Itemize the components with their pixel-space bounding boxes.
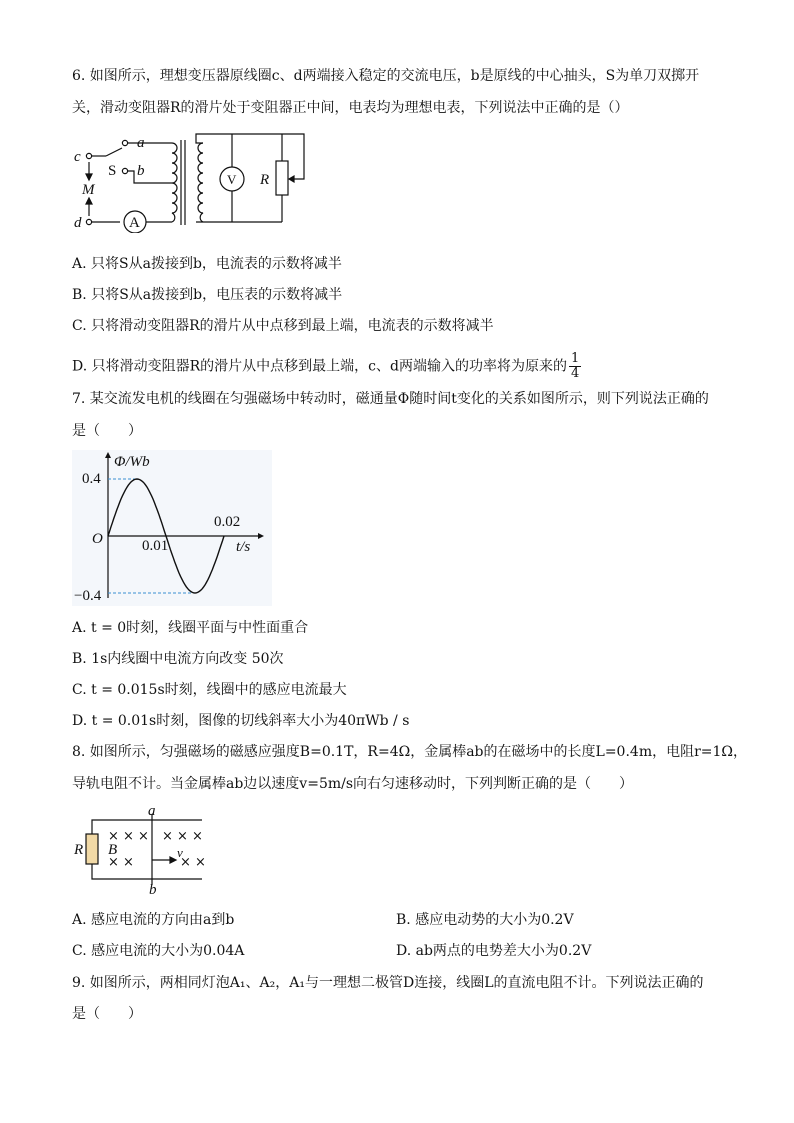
q6-option-d-text: D. 只将滑动变阻器R的滑片从中点移到最上端，c、d两端输入的功率将为原来的 [72,358,567,375]
field-label: B [108,842,118,858]
ammeter-label: A [129,215,140,231]
label-S: S [108,163,117,179]
resistor-label: R [74,842,84,858]
voltmeter-label: V [227,172,237,187]
q6-option-b: B. 只将S从a拨接到b，电压表的示数将减半 [72,287,343,303]
svg-text:× ×: × × [180,855,206,870]
q6-stem-line1: 6. 如图所示，理想变压器原线圈c、d两端接入稳定的交流电压，b是原线的中心抽头，S为单刀双掷开 [72,68,700,84]
label-c: c [74,149,81,165]
q8-option-b: B. 感应电动势的大小为0.2V [396,912,574,928]
q8-option-c: C. 感应电流的大小为0.04A [72,943,245,959]
rod-end-a: a [148,804,156,819]
q8-stem-line1: 8. 如图所示，匀强磁场的磁感应强度B=0.1T，R=4Ω，金属棒ab的在磁场中的长度L=0.4m，电阻r=1Ω， [72,744,748,760]
q6-option-c: C. 只将滑动变阻器R的滑片从中点移到最上端，电流表的示数将减半 [72,318,494,334]
label-d: d [74,215,82,231]
label-b: b [137,163,145,179]
y-tick-label-max: 0.4 [82,471,101,487]
q8-stem-line2: 导轨电阻不计。当金属棒ab边以速度v=5m/s向右匀速移动时，下列判断正确的是（ ） [72,776,634,792]
q9-stem-line2: 是（ ） [72,1006,142,1022]
label-a: a [137,135,145,151]
svg-text:× ×: × × [108,855,134,870]
q7-option-c: C. t = 0.015s时刻，线圈中的感应电流最大 [72,682,347,698]
q6-stem-line2: 关，滑动变阻器R的滑片处于变阻器正中间，电表均为理想电表，下列说法中正确的是（） [72,100,629,116]
rod-end-b: b [149,882,157,896]
rail-circuit-diagram [72,804,212,896]
svg-text:× × ×: × × × [162,829,203,844]
q7-stem-line1: 7. 某交流发电机的线圈在匀强磁场中转动时，磁通量Φ随时间t变化的关系如图所示，则下列说法正确的 [72,391,709,407]
q6-option-a: A. 只将S从a拨接到b，电流表的示数将减半 [72,256,342,272]
q8-option-d: D. ab两点的电势差大小为0.2V [396,943,592,959]
origin-label: O [92,531,103,547]
x-tick-label-0.02: 0.02 [214,514,241,530]
velocity-label: v [177,845,183,860]
q7-option-d: D. t = 0.01s时刻，图像的切线斜率大小为40πWb / s [72,713,410,729]
label-M: M [82,182,95,198]
fraction-numerator: 1 [570,351,580,366]
flux-time-chart [72,450,272,606]
resistor-label: R [260,172,270,188]
y-axis-label: Φ/Wb [114,454,150,470]
fraction-one-quarter [569,352,581,381]
q9-stem-line1: 9. 如图所示，两相同灯泡A₁、A₂，A₁与一理想二极管D连接，线圈L的直流电阻不计。下列说法正确的 [72,975,704,991]
fraction-denominator: 4 [570,366,580,381]
svg-text:× × ×: × × × [108,829,149,844]
x-axis-label: t/s [236,539,251,555]
y-tick-label-min: −0.4 [74,588,102,604]
q8-option-a: A. 感应电流的方向由a到b [72,912,235,928]
q7-stem-line2: 是（ ） [72,423,142,439]
q7-option-b: B. 1s内线圈中电流方向改变 50次 [72,651,284,667]
transformer-circuit-diagram [72,128,312,233]
q7-option-a: A. t = 0时刻，线圈平面与中性面重合 [72,620,309,636]
q6-option-d [72,352,581,381]
x-tick-label-0.01: 0.01 [142,538,169,554]
